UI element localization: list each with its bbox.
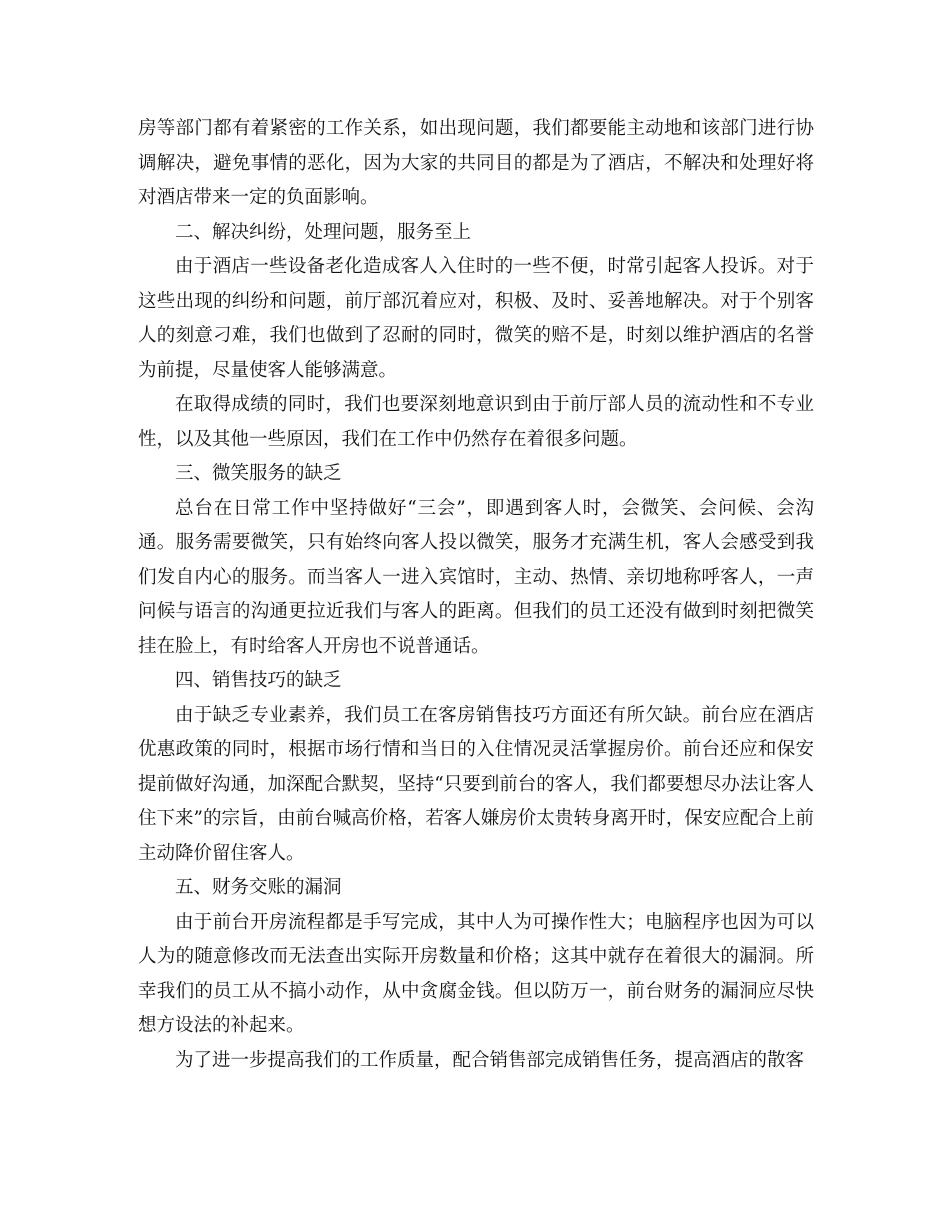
paragraph-trailing: 为了进一步提高我们的工作质量，配合销售部完成销售任务，提高酒店的散客 xyxy=(175,1049,805,1071)
paragraph: 由于缺乏专业素养，我们员工在客房销售技巧方面还有所欠缺。前台应在酒店优惠政策的同时，根据市场行情和当日的入住情况灵活掌握房价。前台还应和保安提前做好沟通，加深配合默契，坚持“只要到前台的客人，我们都要想尽办法让客人住下来”的宗旨，由前台喊高价格，若客人嫌房价太贵转身离开时，保安应配合上前主动降价留住客人。 xyxy=(138,704,814,864)
section-heading-3: 三、微笑服务的缺乏 xyxy=(175,463,342,484)
document-body xyxy=(138,112,814,1078)
paragraph-continuation: 房等部门都有着紧密的工作关系，如出现问题，我们都要能主动地和该部门进行协调解决，避免事情的恶化，因为大家的共同目的都是为了酒店，不解决和处理好将对酒店带来一定的负面影响。 xyxy=(138,118,814,208)
paragraph: 总台在日常工作中坚持做好“三会”，即遇到客人时，会微笑、会问候、会沟通。服务需要微笑，只有始终向客人投以微笑，服务才充满生机，客人会感受到我们发自内心的服务。而当客人一进入宾馆时，主动、热情、亲切地称呼客人，一声问候与语言的沟通更拉近我们与客人的距离。但我们的员工还没有做到时刻把微笑挂在脸上，有时给客人开房也不说普通话。 xyxy=(138,497,814,657)
section-heading-2: 二、解决纠纷，处理问题，服务至上 xyxy=(175,221,472,243)
paragraph: 由于前台开房流程都是手写完成，其中人为可操作性大；电脑程序也因为可以人为的随意修改而无法查出实际开房数量和价格；这其中就存在着很大的漏洞。所幸我们的员工从不搞小动作，从中贪腐金钱。但以防万一，前台财务的漏洞应尽快想方设法的补起来。 xyxy=(138,911,814,1036)
paragraph: 在取得成绩的同时，我们也要深刻地意识到由于前厅部人员的流动性和不专业性，以及其他一些原因，我们在工作中仍然存在着很多问题。 xyxy=(138,394,814,450)
section-heading-5: 五、财务交账的漏洞 xyxy=(175,877,342,898)
section-heading-4: 四、销售技巧的缺乏 xyxy=(175,670,342,691)
paragraph: 由于酒店一些设备老化造成客人入住时的一些不便，时常引起客人投诉。对于这些出现的纠纷和问题，前厅部沉着应对，积极、及时、妥善地解决。对于个别客人的刻意刁难，我们也做到了忍耐的同时，微笑的赔不是，时刻以维护酒店的名誉为前提，尽量使客人能够满意。 xyxy=(138,256,814,381)
